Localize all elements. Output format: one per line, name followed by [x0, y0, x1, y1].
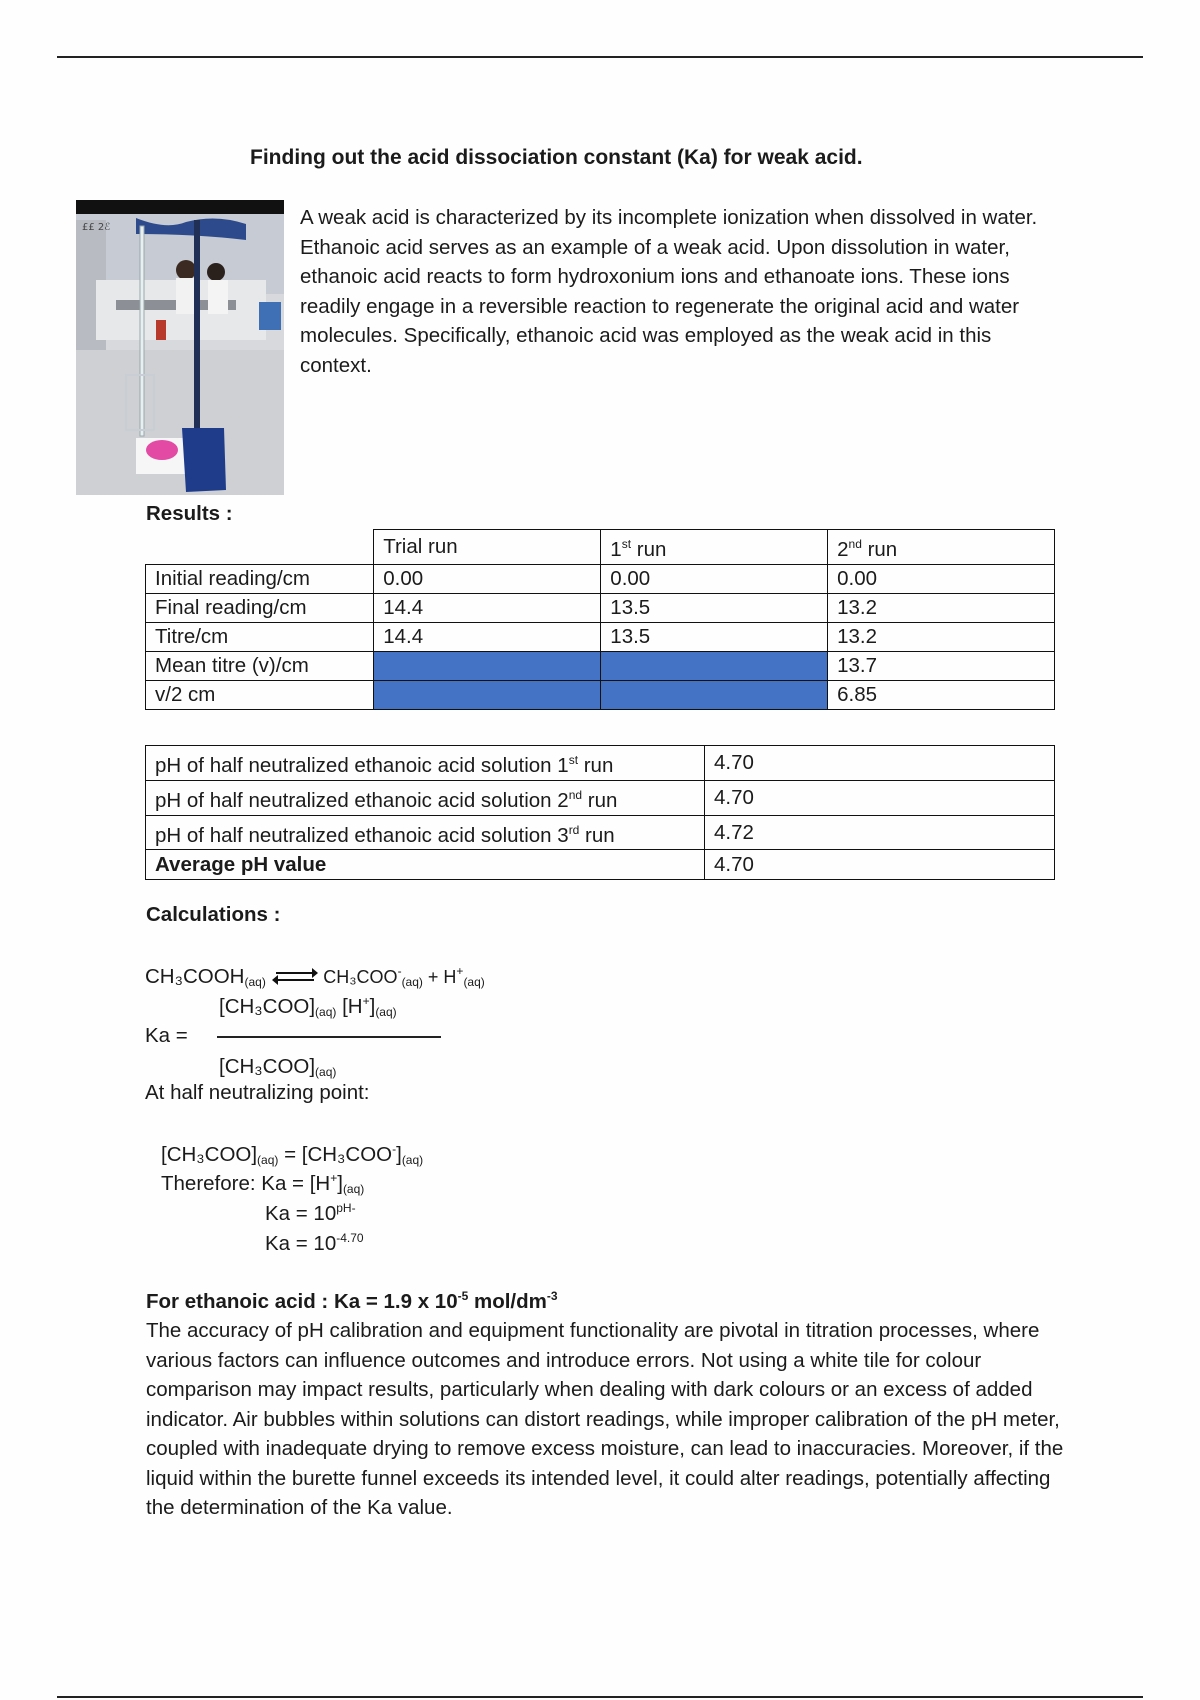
top-rule [57, 56, 1143, 58]
ph-value: 4.70 [705, 746, 1055, 781]
average-ph-label: Average pH value [146, 850, 705, 880]
intro-paragraph: A weak acid is characterized by its incomplete ionization when dissolved in water. Ethanoic acid serves as an example of a weak acid. Upon dissolution in water, ethanoic acid reacts to form hydroxonium ions and ethanoate ions. These ions readily engage in a reversible reaction to regenerate the original acid and water molecules. Specifically, ethanoic acid was employed as the weak acid in this context. [300, 206, 1038, 377]
ph-row-label: pH of half neutralized ethanoic acid solution 1st run [146, 746, 705, 781]
cell-value: 0.00 [828, 564, 1055, 593]
ph-table [145, 745, 1055, 880]
ph-value: 4.70 [705, 780, 1055, 815]
table-row [146, 850, 1055, 880]
row-label: Initial reading/cm [146, 564, 374, 593]
blank-shaded-cell [601, 651, 828, 680]
calculations-heading: Calculations : [146, 903, 281, 926]
ka-result-heading: For ethanoic acid : Ka = 1.9 x $10^{-5}$ mol/$dm^{-3}$ [146, 1289, 558, 1313]
table-row [146, 564, 1055, 593]
fraction-bar [217, 1036, 441, 1038]
cell-value: 14.4 [374, 593, 601, 622]
lab-photo [76, 200, 284, 495]
equilibrium-arrows-icon [272, 965, 318, 987]
ph-value: 4.72 [705, 815, 1055, 850]
dissociation-equation: $CH_3COOH_{(aq)}$ $CH_3COO^-_{(aq)} + H^+_{(aq)}$ [145, 964, 485, 989]
ph-row-label: pH of half neutralized ethanoic acid solution 3rd run [146, 815, 705, 850]
cell-value: 0.00 [601, 564, 828, 593]
table-row [146, 780, 1055, 815]
page-title: Finding out the acid dissociation constant (Ka) for weak acid. [250, 146, 863, 169]
blank-shaded-cell [374, 651, 601, 680]
bottom-rule [57, 1696, 1143, 1698]
results-table [145, 529, 1055, 710]
row-label: Mean titre (v)/cm [146, 651, 374, 680]
cell-value: 13.7 [828, 651, 1055, 680]
ka-numerator: $[CH_3COO]_{(aq)}$ $[H^+]_{(aq)}$ [219, 994, 397, 1019]
ka-power-ph: $Ka = 10^{pH-}$ [265, 1201, 356, 1225]
cell-value: 13.5 [601, 622, 828, 651]
results-heading: Results : [146, 502, 233, 525]
cell-value: 14.4 [374, 622, 601, 651]
table-row [146, 746, 1055, 781]
conclusion-paragraph: The accuracy of pH calibration and equipment functionality are pivotal in titration processes, where various factors can influence outcomes and introduce errors. Not using a white tile for colour comparison may impact results, particularly when dealing with dark colours or an excess of added indicator. Air bubbles within solutions can distort readings, while improper calibration of the pH meter, coupled with inadequate drying to remove excess moisture, can lead to inaccuracies. Moreover, if the liquid within the burette funnel exceeds its intended level, it could alter readings, potentially affecting the determination of the Ka value. [146, 1319, 1064, 1519]
ka-denominator: $[CH_3COO]_{(aq)}$ [219, 1055, 337, 1079]
cell-value: 6.85 [828, 680, 1055, 709]
table-row [146, 622, 1055, 651]
equality-line: $[CH_3COO]_{(aq)} = [CH_3COO^-]_{(aq)}$ [161, 1142, 424, 1167]
cell-value: 13.5 [601, 593, 828, 622]
photo-corner-label: ££ 2ℰ [82, 222, 111, 233]
row-label: v/2 cm [146, 680, 374, 709]
table-row [146, 530, 1055, 565]
average-ph-value: 4.70 [705, 850, 1055, 880]
blank-shaded-cell [601, 680, 828, 709]
empty-header-cell [146, 530, 374, 565]
table-row [146, 680, 1055, 709]
ka-label: Ka = [145, 1024, 188, 1047]
cell-value: 13.2 [828, 593, 1055, 622]
therefore-line: Therefore: $Ka = [H^+]_{(aq)}$ [161, 1171, 365, 1196]
table-row [146, 815, 1055, 850]
ka-power-value: $Ka = 10^{-4.70}$ [265, 1231, 364, 1255]
row-label: Final reading/cm [146, 593, 374, 622]
cell-value: 13.2 [828, 622, 1055, 651]
blank-shaded-cell [374, 680, 601, 709]
header-second-run: 2nd run [828, 530, 1055, 565]
table-row [146, 593, 1055, 622]
cell-value: 0.00 [374, 564, 601, 593]
table-row [146, 651, 1055, 680]
header-trial-run: Trial run [374, 530, 601, 565]
ph-row-label: pH of half neutralized ethanoic acid solution 2nd run [146, 780, 705, 815]
header-first-run: 1st run [601, 530, 828, 565]
half-point-label: At half neutralizing point: [145, 1081, 370, 1104]
row-label: Titre/cm [146, 622, 374, 651]
